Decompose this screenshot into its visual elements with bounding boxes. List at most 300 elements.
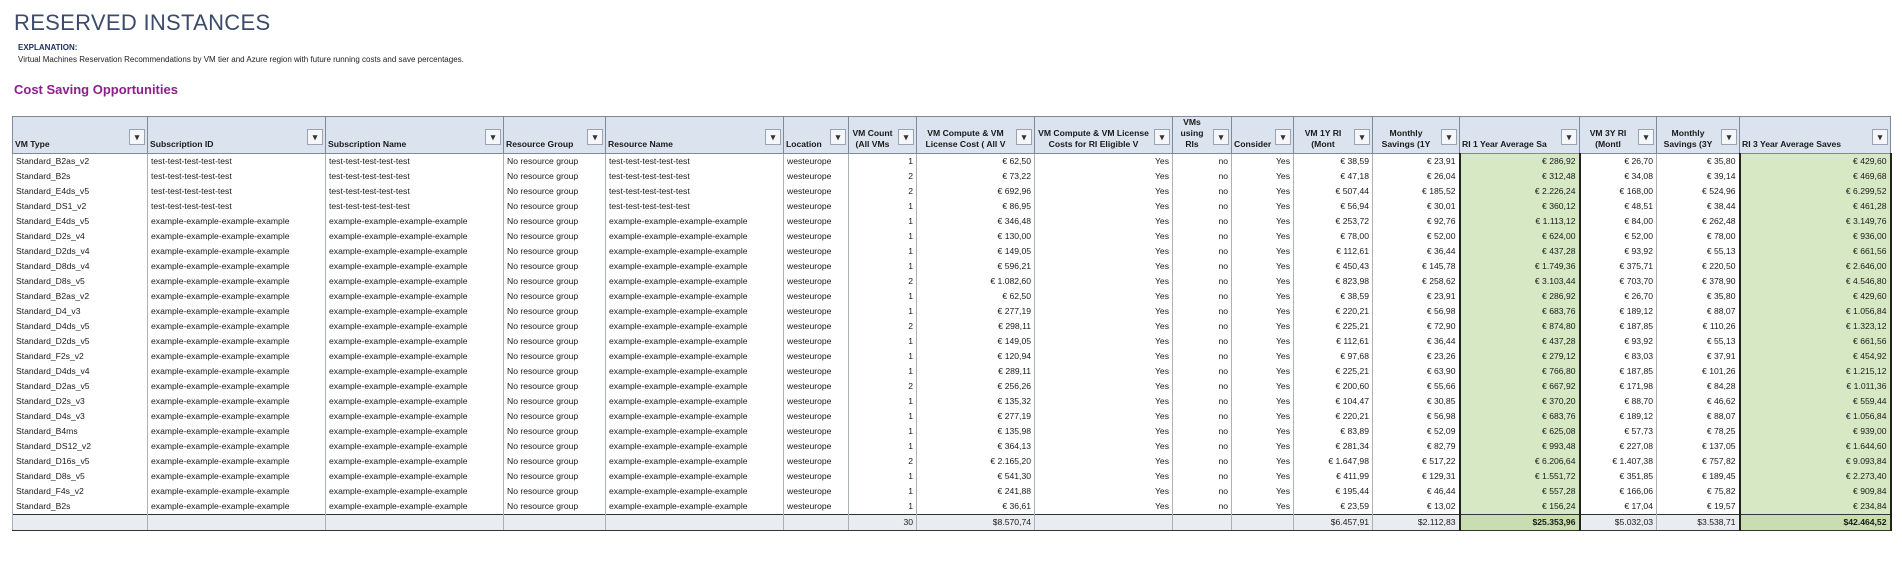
- table-cell[interactable]: example-example-example-example: [606, 454, 784, 469]
- table-cell[interactable]: Yes: [1035, 244, 1173, 259]
- table-cell[interactable]: € 38,44: [1657, 199, 1740, 214]
- table-cell[interactable]: € 129,31: [1373, 469, 1460, 484]
- table-cell[interactable]: example-example-example-example: [606, 364, 784, 379]
- table-cell[interactable]: 2: [849, 454, 917, 469]
- table-cell[interactable]: € 36,44: [1373, 244, 1460, 259]
- table-cell[interactable]: example-example-example-example: [606, 274, 784, 289]
- table-cell[interactable]: 2: [849, 274, 917, 289]
- table-cell[interactable]: example-example-example-example: [606, 499, 784, 515]
- table-cell[interactable]: € 55,13: [1657, 244, 1740, 259]
- filter-dropdown-icon[interactable]: ▾: [307, 129, 323, 145]
- table-cell[interactable]: € 82,79: [1373, 439, 1460, 454]
- table-cell[interactable]: test-test-test-test-test: [148, 184, 326, 199]
- table-cell[interactable]: € 411,99: [1294, 469, 1373, 484]
- table-cell[interactable]: example-example-example-example: [326, 379, 504, 394]
- table-cell[interactable]: Yes: [1232, 304, 1294, 319]
- table-cell[interactable]: example-example-example-example: [326, 229, 504, 244]
- filter-dropdown-icon[interactable]: ▾: [1354, 129, 1370, 145]
- table-cell[interactable]: no: [1173, 154, 1232, 170]
- table-cell[interactable]: No resource group: [504, 334, 606, 349]
- table-cell[interactable]: 2: [849, 319, 917, 334]
- table-cell[interactable]: Yes: [1035, 229, 1173, 244]
- table-cell[interactable]: No resource group: [504, 214, 606, 229]
- table-cell[interactable]: € 437,28: [1460, 244, 1580, 259]
- table-cell[interactable]: € 130,00: [917, 229, 1035, 244]
- table-cell[interactable]: Yes: [1035, 469, 1173, 484]
- table-cell[interactable]: Yes: [1232, 394, 1294, 409]
- table-cell[interactable]: € 661,56: [1740, 244, 1891, 259]
- table-cell[interactable]: € 83,89: [1294, 424, 1373, 439]
- table-cell[interactable]: Standard_D16s_v5: [13, 454, 148, 469]
- table-cell[interactable]: westeurope: [784, 364, 849, 379]
- table-cell[interactable]: 1: [849, 289, 917, 304]
- table-cell[interactable]: Standard_B2s: [13, 169, 148, 184]
- table-cell[interactable]: westeurope: [784, 349, 849, 364]
- table-cell[interactable]: Yes: [1035, 379, 1173, 394]
- table-cell[interactable]: € 75,82: [1657, 484, 1740, 499]
- table-cell[interactable]: € 624,00: [1460, 229, 1580, 244]
- table-cell[interactable]: example-example-example-example: [148, 439, 326, 454]
- table-cell[interactable]: € 137,05: [1657, 439, 1740, 454]
- table-cell[interactable]: 2: [849, 379, 917, 394]
- table-cell[interactable]: € 112,61: [1294, 334, 1373, 349]
- table-cell[interactable]: No resource group: [504, 229, 606, 244]
- table-cell[interactable]: € 187,85: [1580, 319, 1657, 334]
- table-cell[interactable]: example-example-example-example: [148, 304, 326, 319]
- table-cell[interactable]: € 48,51: [1580, 199, 1657, 214]
- table-cell[interactable]: Standard_D2s_v4: [13, 229, 148, 244]
- table-cell[interactable]: € 135,32: [917, 394, 1035, 409]
- table-cell[interactable]: example-example-example-example: [326, 289, 504, 304]
- table-cell[interactable]: € 346,48: [917, 214, 1035, 229]
- table-cell[interactable]: westeurope: [784, 319, 849, 334]
- table-cell[interactable]: € 37,91: [1657, 349, 1740, 364]
- table-cell[interactable]: Yes: [1232, 499, 1294, 515]
- table-cell[interactable]: test-test-test-test-test: [148, 154, 326, 170]
- table-cell[interactable]: € 559,44: [1740, 394, 1891, 409]
- table-cell[interactable]: € 168,00: [1580, 184, 1657, 199]
- total-cell[interactable]: $25.353,96: [1460, 515, 1580, 531]
- table-cell[interactable]: € 56,94: [1294, 199, 1373, 214]
- filter-dropdown-icon[interactable]: ▾: [1638, 129, 1654, 145]
- table-cell[interactable]: € 78,25: [1657, 424, 1740, 439]
- filter-dropdown-icon[interactable]: ▾: [587, 129, 603, 145]
- table-cell[interactable]: € 101,26: [1657, 364, 1740, 379]
- table-cell[interactable]: € 19,57: [1657, 499, 1740, 515]
- table-cell[interactable]: € 23,91: [1373, 289, 1460, 304]
- table-cell[interactable]: No resource group: [504, 409, 606, 424]
- table-cell[interactable]: Standard_D8s_v5: [13, 469, 148, 484]
- table-cell[interactable]: no: [1173, 199, 1232, 214]
- table-cell[interactable]: Standard_DS1_v2: [13, 199, 148, 214]
- table-cell[interactable]: no: [1173, 499, 1232, 515]
- filter-dropdown-icon[interactable]: ▾: [1154, 129, 1170, 145]
- table-cell[interactable]: € 1.056,84: [1740, 304, 1891, 319]
- table-cell[interactable]: No resource group: [504, 439, 606, 454]
- table-cell[interactable]: € 2.646,00: [1740, 259, 1891, 274]
- table-cell[interactable]: no: [1173, 214, 1232, 229]
- table-cell[interactable]: € 30,85: [1373, 394, 1460, 409]
- table-cell[interactable]: Yes: [1232, 469, 1294, 484]
- table-cell[interactable]: € 3.149,76: [1740, 214, 1891, 229]
- table-cell[interactable]: € 541,30: [917, 469, 1035, 484]
- table-cell[interactable]: € 258,62: [1373, 274, 1460, 289]
- table-cell[interactable]: example-example-example-example: [326, 424, 504, 439]
- table-cell[interactable]: westeurope: [784, 229, 849, 244]
- table-cell[interactable]: 1: [849, 499, 917, 515]
- table-cell[interactable]: Yes: [1035, 409, 1173, 424]
- table-cell[interactable]: Standard_B2s: [13, 499, 148, 515]
- table-cell[interactable]: no: [1173, 379, 1232, 394]
- filter-dropdown-icon[interactable]: ▾: [830, 129, 846, 145]
- table-cell[interactable]: westeurope: [784, 274, 849, 289]
- table-cell[interactable]: No resource group: [504, 454, 606, 469]
- table-cell[interactable]: Standard_D2as_v5: [13, 379, 148, 394]
- table-cell[interactable]: € 93,92: [1580, 244, 1657, 259]
- table-cell[interactable]: € 88,07: [1657, 409, 1740, 424]
- table-cell[interactable]: € 667,92: [1460, 379, 1580, 394]
- table-cell[interactable]: € 39,14: [1657, 169, 1740, 184]
- table-cell[interactable]: € 97,68: [1294, 349, 1373, 364]
- table-cell[interactable]: € 1.113,12: [1460, 214, 1580, 229]
- total-cell[interactable]: [504, 515, 606, 531]
- table-cell[interactable]: Yes: [1232, 379, 1294, 394]
- table-cell[interactable]: Yes: [1232, 364, 1294, 379]
- table-cell[interactable]: Standard_D8ds_v4: [13, 259, 148, 274]
- table-cell[interactable]: € 17,04: [1580, 499, 1657, 515]
- total-cell[interactable]: $5.032,03: [1580, 515, 1657, 531]
- table-cell[interactable]: € 23,91: [1373, 154, 1460, 170]
- filter-dropdown-icon[interactable]: ▾: [1721, 129, 1737, 145]
- table-cell[interactable]: 1: [849, 439, 917, 454]
- table-cell[interactable]: € 56,98: [1373, 409, 1460, 424]
- table-cell[interactable]: no: [1173, 169, 1232, 184]
- table-cell[interactable]: example-example-example-example: [148, 259, 326, 274]
- filter-dropdown-icon[interactable]: ▾: [1016, 129, 1032, 145]
- table-cell[interactable]: € 703,70: [1580, 274, 1657, 289]
- table-cell[interactable]: No resource group: [504, 349, 606, 364]
- total-cell[interactable]: [784, 515, 849, 531]
- table-cell[interactable]: € 823,98: [1294, 274, 1373, 289]
- table-cell[interactable]: Yes: [1035, 184, 1173, 199]
- table-cell[interactable]: € 766,80: [1460, 364, 1580, 379]
- table-cell[interactable]: westeurope: [784, 154, 849, 170]
- table-cell[interactable]: € 36,61: [917, 499, 1035, 515]
- table-cell[interactable]: no: [1173, 274, 1232, 289]
- table-cell[interactable]: example-example-example-example: [148, 364, 326, 379]
- table-cell[interactable]: example-example-example-example: [148, 289, 326, 304]
- table-cell[interactable]: Yes: [1035, 259, 1173, 274]
- table-cell[interactable]: € 145,78: [1373, 259, 1460, 274]
- table-cell[interactable]: € 437,28: [1460, 334, 1580, 349]
- table-cell[interactable]: Standard_D2ds_v5: [13, 334, 148, 349]
- table-cell[interactable]: Yes: [1232, 259, 1294, 274]
- table-cell[interactable]: € 469,68: [1740, 169, 1891, 184]
- table-cell[interactable]: no: [1173, 229, 1232, 244]
- table-cell[interactable]: example-example-example-example: [606, 334, 784, 349]
- table-cell[interactable]: Yes: [1035, 214, 1173, 229]
- table-cell[interactable]: Standard_D2s_v3: [13, 394, 148, 409]
- table-cell[interactable]: Yes: [1035, 319, 1173, 334]
- table-cell[interactable]: € 429,60: [1740, 289, 1891, 304]
- total-cell[interactable]: [326, 515, 504, 531]
- table-cell[interactable]: € 364,13: [917, 439, 1035, 454]
- table-cell[interactable]: € 1.215,12: [1740, 364, 1891, 379]
- table-cell[interactable]: € 189,45: [1657, 469, 1740, 484]
- table-cell[interactable]: no: [1173, 439, 1232, 454]
- table-cell[interactable]: example-example-example-example: [326, 439, 504, 454]
- table-cell[interactable]: € 110,26: [1657, 319, 1740, 334]
- table-cell[interactable]: westeurope: [784, 439, 849, 454]
- table-cell[interactable]: € 220,50: [1657, 259, 1740, 274]
- table-cell[interactable]: € 1.011,36: [1740, 379, 1891, 394]
- table-cell[interactable]: € 72,90: [1373, 319, 1460, 334]
- table-cell[interactable]: 1: [849, 334, 917, 349]
- table-cell[interactable]: € 289,11: [917, 364, 1035, 379]
- table-cell[interactable]: € 149,05: [917, 244, 1035, 259]
- table-cell[interactable]: € 156,24: [1460, 499, 1580, 515]
- table-cell[interactable]: € 26,04: [1373, 169, 1460, 184]
- table-cell[interactable]: no: [1173, 334, 1232, 349]
- table-cell[interactable]: Standard_F2s_v2: [13, 349, 148, 364]
- table-cell[interactable]: westeurope: [784, 304, 849, 319]
- table-cell[interactable]: example-example-example-example: [326, 469, 504, 484]
- table-cell[interactable]: Standard_B2as_v2: [13, 289, 148, 304]
- table-cell[interactable]: € 1.323,12: [1740, 319, 1891, 334]
- table-cell[interactable]: € 1.647,98: [1294, 454, 1373, 469]
- table-cell[interactable]: no: [1173, 424, 1232, 439]
- table-cell[interactable]: € 874,80: [1460, 319, 1580, 334]
- table-cell[interactable]: no: [1173, 319, 1232, 334]
- table-cell[interactable]: € 46,62: [1657, 394, 1740, 409]
- table-cell[interactable]: No resource group: [504, 499, 606, 515]
- table-cell[interactable]: Yes: [1035, 349, 1173, 364]
- table-cell[interactable]: example-example-example-example: [326, 364, 504, 379]
- filter-dropdown-icon[interactable]: ▾: [1213, 129, 1229, 145]
- table-cell[interactable]: westeurope: [784, 289, 849, 304]
- total-cell[interactable]: [13, 515, 148, 531]
- table-cell[interactable]: € 298,11: [917, 319, 1035, 334]
- table-cell[interactable]: € 596,21: [917, 259, 1035, 274]
- table-cell[interactable]: € 281,34: [1294, 439, 1373, 454]
- table-cell[interactable]: € 86,95: [917, 199, 1035, 214]
- table-cell[interactable]: € 234,84: [1740, 499, 1891, 515]
- table-cell[interactable]: € 683,76: [1460, 409, 1580, 424]
- table-cell[interactable]: € 6.206,64: [1460, 454, 1580, 469]
- table-cell[interactable]: example-example-example-example: [606, 229, 784, 244]
- table-cell[interactable]: Yes: [1232, 214, 1294, 229]
- table-cell[interactable]: € 625,08: [1460, 424, 1580, 439]
- table-cell[interactable]: € 262,48: [1657, 214, 1740, 229]
- total-cell[interactable]: [1035, 515, 1173, 531]
- table-cell[interactable]: Yes: [1035, 334, 1173, 349]
- table-cell[interactable]: no: [1173, 289, 1232, 304]
- table-cell[interactable]: westeurope: [784, 169, 849, 184]
- table-cell[interactable]: test-test-test-test-test: [326, 199, 504, 214]
- table-cell[interactable]: € 23,59: [1294, 499, 1373, 515]
- table-cell[interactable]: example-example-example-example: [606, 289, 784, 304]
- table-cell[interactable]: € 93,92: [1580, 334, 1657, 349]
- table-cell[interactable]: € 149,05: [917, 334, 1035, 349]
- table-cell[interactable]: example-example-example-example: [148, 409, 326, 424]
- table-cell[interactable]: westeurope: [784, 424, 849, 439]
- table-cell[interactable]: westeurope: [784, 259, 849, 274]
- table-cell[interactable]: Yes: [1035, 364, 1173, 379]
- table-cell[interactable]: example-example-example-example: [148, 274, 326, 289]
- table-cell[interactable]: Yes: [1035, 304, 1173, 319]
- table-cell[interactable]: example-example-example-example: [326, 304, 504, 319]
- table-cell[interactable]: € 187,85: [1580, 364, 1657, 379]
- table-cell[interactable]: Yes: [1232, 154, 1294, 170]
- table-cell[interactable]: Standard_B2as_v2: [13, 154, 148, 170]
- total-cell[interactable]: $42.464,52: [1740, 515, 1891, 531]
- table-cell[interactable]: € 52,00: [1580, 229, 1657, 244]
- table-cell[interactable]: Standard_E4ds_v5: [13, 184, 148, 199]
- table-cell[interactable]: 1: [849, 349, 917, 364]
- table-cell[interactable]: € 517,22: [1373, 454, 1460, 469]
- table-cell[interactable]: westeurope: [784, 184, 849, 199]
- table-cell[interactable]: westeurope: [784, 244, 849, 259]
- table-cell[interactable]: 2: [849, 184, 917, 199]
- table-cell[interactable]: € 56,98: [1373, 304, 1460, 319]
- table-cell[interactable]: example-example-example-example: [148, 379, 326, 394]
- table-cell[interactable]: € 375,71: [1580, 259, 1657, 274]
- table-cell[interactable]: example-example-example-example: [606, 259, 784, 274]
- table-cell[interactable]: € 2.226,24: [1460, 184, 1580, 199]
- table-cell[interactable]: example-example-example-example: [148, 484, 326, 499]
- table-cell[interactable]: 1: [849, 154, 917, 170]
- table-cell[interactable]: No resource group: [504, 289, 606, 304]
- table-cell[interactable]: test-test-test-test-test: [148, 169, 326, 184]
- table-cell[interactable]: € 84,00: [1580, 214, 1657, 229]
- table-cell[interactable]: € 35,80: [1657, 289, 1740, 304]
- filter-dropdown-icon[interactable]: ▾: [1275, 129, 1291, 145]
- table-cell[interactable]: € 277,19: [917, 304, 1035, 319]
- table-cell[interactable]: € 73,22: [917, 169, 1035, 184]
- table-cell[interactable]: example-example-example-example: [606, 484, 784, 499]
- table-cell[interactable]: example-example-example-example: [606, 214, 784, 229]
- table-cell[interactable]: example-example-example-example: [148, 394, 326, 409]
- table-cell[interactable]: € 62,50: [917, 154, 1035, 170]
- table-cell[interactable]: € 450,43: [1294, 259, 1373, 274]
- table-cell[interactable]: No resource group: [504, 169, 606, 184]
- table-cell[interactable]: € 195,44: [1294, 484, 1373, 499]
- filter-dropdown-icon[interactable]: ▾: [485, 129, 501, 145]
- table-cell[interactable]: no: [1173, 259, 1232, 274]
- table-cell[interactable]: € 34,08: [1580, 169, 1657, 184]
- table-cell[interactable]: € 38,59: [1294, 154, 1373, 170]
- table-cell[interactable]: Yes: [1232, 229, 1294, 244]
- table-cell[interactable]: no: [1173, 394, 1232, 409]
- table-cell[interactable]: test-test-test-test-test: [606, 154, 784, 170]
- table-cell[interactable]: Yes: [1035, 154, 1173, 170]
- table-cell[interactable]: Yes: [1035, 424, 1173, 439]
- table-cell[interactable]: € 13,02: [1373, 499, 1460, 515]
- table-cell[interactable]: westeurope: [784, 199, 849, 214]
- table-cell[interactable]: € 692,96: [917, 184, 1035, 199]
- table-cell[interactable]: € 26,70: [1580, 289, 1657, 304]
- table-cell[interactable]: Yes: [1232, 319, 1294, 334]
- table-cell[interactable]: no: [1173, 454, 1232, 469]
- table-cell[interactable]: € 120,94: [917, 349, 1035, 364]
- table-cell[interactable]: € 378,90: [1657, 274, 1740, 289]
- table-cell[interactable]: € 9.093,84: [1740, 454, 1891, 469]
- table-cell[interactable]: € 36,44: [1373, 334, 1460, 349]
- total-cell[interactable]: [148, 515, 326, 531]
- table-cell[interactable]: € 3.103,44: [1460, 274, 1580, 289]
- table-cell[interactable]: no: [1173, 484, 1232, 499]
- table-cell[interactable]: € 220,21: [1294, 304, 1373, 319]
- table-cell[interactable]: test-test-test-test-test: [326, 169, 504, 184]
- table-cell[interactable]: 1: [849, 229, 917, 244]
- table-cell[interactable]: € 52,00: [1373, 229, 1460, 244]
- table-cell[interactable]: example-example-example-example: [148, 214, 326, 229]
- table-cell[interactable]: € 909,84: [1740, 484, 1891, 499]
- table-cell[interactable]: € 62,50: [917, 289, 1035, 304]
- table-cell[interactable]: € 253,72: [1294, 214, 1373, 229]
- table-cell[interactable]: € 46,44: [1373, 484, 1460, 499]
- table-cell[interactable]: Yes: [1035, 484, 1173, 499]
- table-cell[interactable]: € 104,47: [1294, 394, 1373, 409]
- table-cell[interactable]: No resource group: [504, 319, 606, 334]
- table-cell[interactable]: westeurope: [784, 484, 849, 499]
- table-cell[interactable]: 1: [849, 259, 917, 274]
- table-cell[interactable]: € 189,12: [1580, 304, 1657, 319]
- table-cell[interactable]: no: [1173, 244, 1232, 259]
- table-cell[interactable]: no: [1173, 349, 1232, 364]
- table-cell[interactable]: example-example-example-example: [326, 454, 504, 469]
- table-cell[interactable]: 1: [849, 424, 917, 439]
- table-cell[interactable]: example-example-example-example: [326, 214, 504, 229]
- table-cell[interactable]: Standard_D2ds_v4: [13, 244, 148, 259]
- table-cell[interactable]: Standard_D4s_v3: [13, 409, 148, 424]
- table-cell[interactable]: € 189,12: [1580, 409, 1657, 424]
- table-cell[interactable]: test-test-test-test-test: [326, 154, 504, 170]
- table-cell[interactable]: No resource group: [504, 484, 606, 499]
- table-cell[interactable]: € 57,73: [1580, 424, 1657, 439]
- table-cell[interactable]: example-example-example-example: [606, 349, 784, 364]
- table-cell[interactable]: Yes: [1035, 199, 1173, 214]
- table-cell[interactable]: € 461,28: [1740, 199, 1891, 214]
- table-cell[interactable]: Yes: [1232, 169, 1294, 184]
- table-cell[interactable]: No resource group: [504, 394, 606, 409]
- table-cell[interactable]: € 63,90: [1373, 364, 1460, 379]
- table-cell[interactable]: No resource group: [504, 379, 606, 394]
- table-cell[interactable]: example-example-example-example: [326, 319, 504, 334]
- table-cell[interactable]: Yes: [1232, 274, 1294, 289]
- table-cell[interactable]: Yes: [1232, 289, 1294, 304]
- table-cell[interactable]: example-example-example-example: [606, 424, 784, 439]
- table-cell[interactable]: € 286,92: [1460, 289, 1580, 304]
- table-cell[interactable]: € 279,12: [1460, 349, 1580, 364]
- table-cell[interactable]: example-example-example-example: [148, 499, 326, 515]
- table-cell[interactable]: example-example-example-example: [606, 304, 784, 319]
- table-cell[interactable]: € 241,88: [917, 484, 1035, 499]
- table-cell[interactable]: Yes: [1035, 394, 1173, 409]
- table-cell[interactable]: € 52,09: [1373, 424, 1460, 439]
- table-cell[interactable]: Yes: [1232, 454, 1294, 469]
- table-cell[interactable]: Yes: [1035, 274, 1173, 289]
- table-cell[interactable]: example-example-example-example: [326, 334, 504, 349]
- table-cell[interactable]: € 35,80: [1657, 154, 1740, 170]
- table-cell[interactable]: € 26,70: [1580, 154, 1657, 170]
- table-cell[interactable]: € 47,18: [1294, 169, 1373, 184]
- table-cell[interactable]: € 757,82: [1657, 454, 1740, 469]
- table-cell[interactable]: € 1.749,36: [1460, 259, 1580, 274]
- table-cell[interactable]: test-test-test-test-test: [606, 199, 784, 214]
- table-cell[interactable]: € 225,21: [1294, 319, 1373, 334]
- table-cell[interactable]: € 112,61: [1294, 244, 1373, 259]
